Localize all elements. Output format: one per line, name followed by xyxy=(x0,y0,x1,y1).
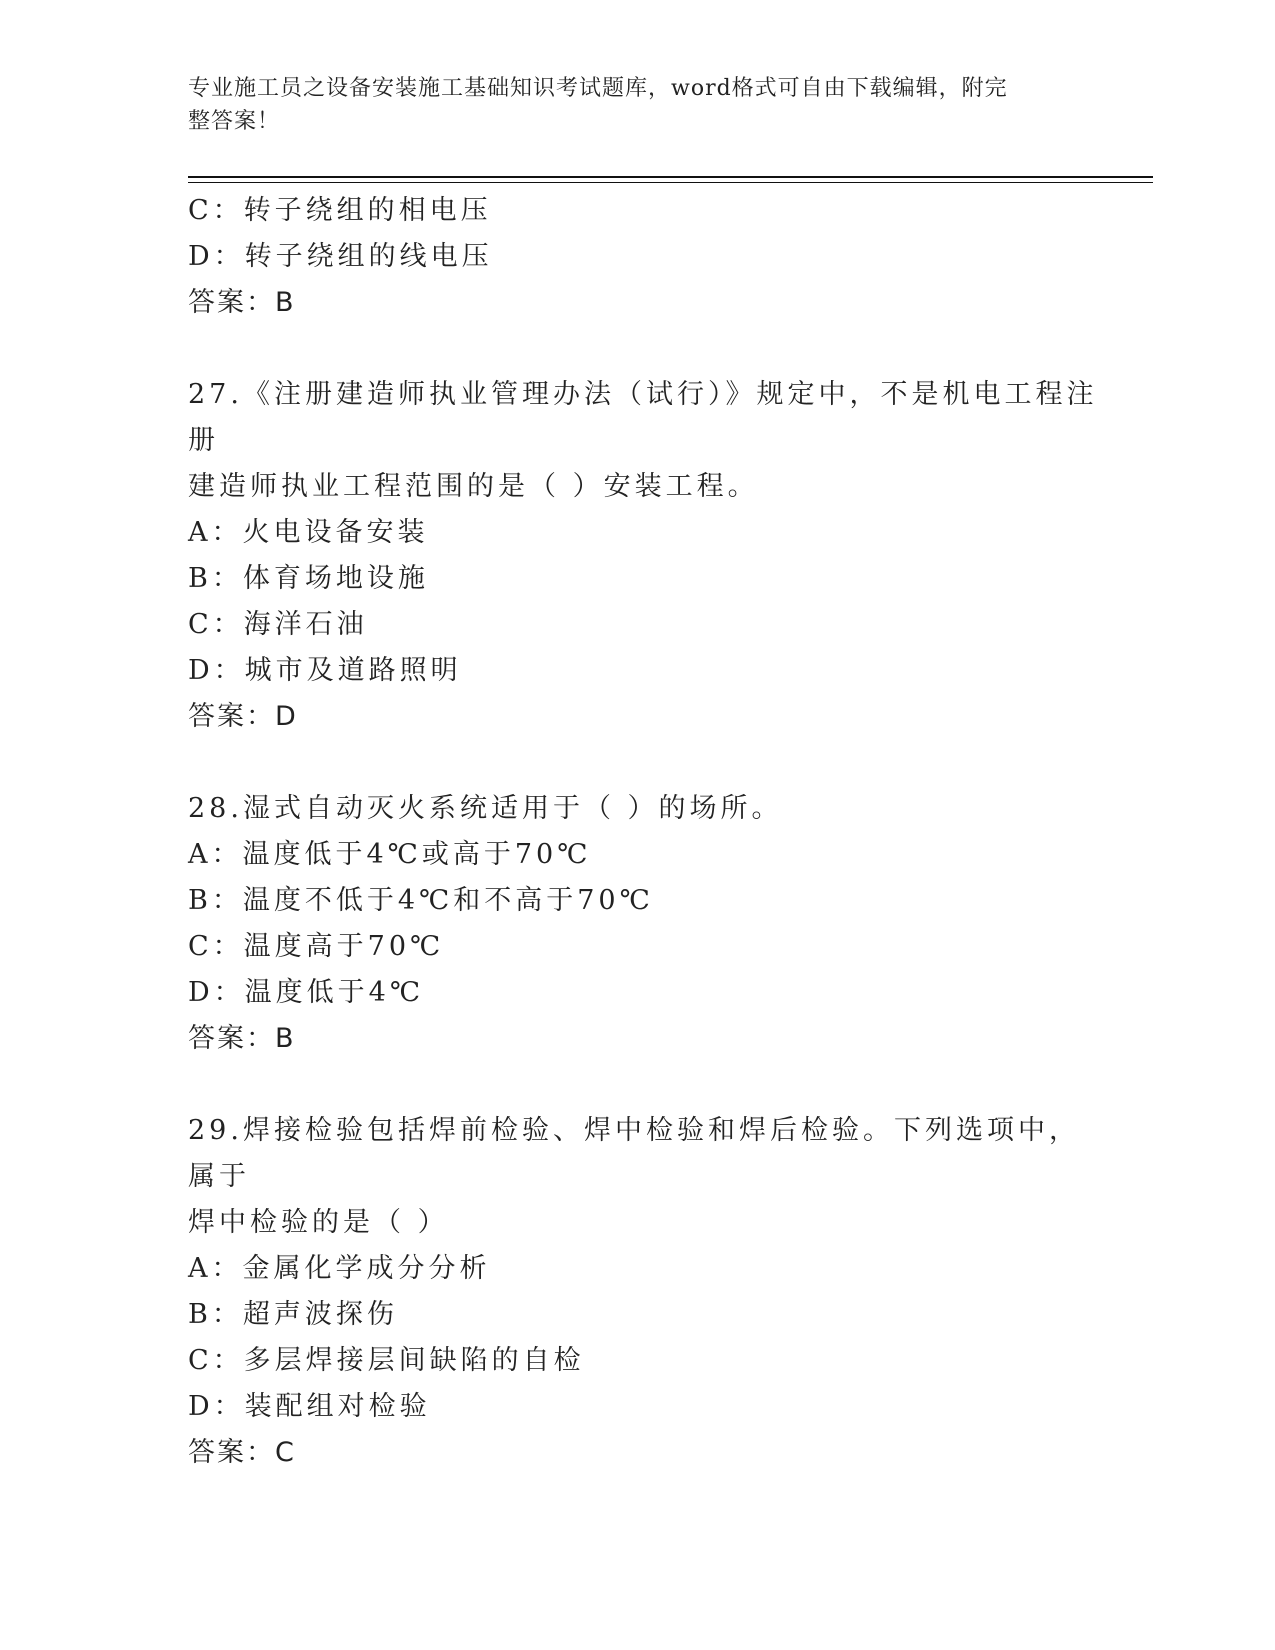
option-d: D：温度低于4℃ xyxy=(188,977,425,1008)
option-c: C：海洋石油 xyxy=(188,609,368,640)
question-block-28 xyxy=(188,786,1108,1062)
question-stem: 建造师执业工程范围的是（ ）安装工程。 xyxy=(188,471,759,502)
option-b: B：超声波探伤 xyxy=(188,1299,398,1330)
option-a: A：温度低于4℃或高于70℃ xyxy=(188,839,592,870)
spacer xyxy=(188,326,1108,372)
page-header xyxy=(188,72,1068,138)
header-divider-thin xyxy=(188,182,1153,183)
option-d: D：装配组对检验 xyxy=(188,1391,431,1422)
spacer xyxy=(188,740,1108,786)
option-c: C：温度高于70℃ xyxy=(188,931,445,962)
spacer xyxy=(188,1062,1108,1108)
option-b: B：体育场地设施 xyxy=(188,563,429,594)
question-stem: 焊中检验的是（ ） xyxy=(188,1207,449,1238)
question-stem: 28.湿式自动灭火系统适用于（ ）的场所。 xyxy=(188,793,783,824)
option-c: C：多层焊接层间缺陷的自检 xyxy=(188,1345,585,1376)
question-stem: 29.焊接检验包括焊前检验、焊中检验和焊后检验。下列选项中，属于 xyxy=(188,1115,1080,1192)
option-b: B：温度不低于4℃和不高于70℃ xyxy=(188,885,654,916)
option-c: C：转子绕组的相电压 xyxy=(188,195,492,226)
option-d: D：城市及道路照明 xyxy=(188,655,462,686)
option-a: A：火电设备安装 xyxy=(188,517,429,548)
answer-text: 答案：B xyxy=(188,287,296,318)
header-line: 整答案！ xyxy=(188,109,281,134)
header-line: 专业施工员之设备安装施工基础知识考试题库，word格式可自由下载编辑，附完 xyxy=(188,76,1008,101)
question-block-29 xyxy=(188,1108,1108,1476)
answer-text: 答案：D xyxy=(188,701,298,732)
answer-text: 答案：C xyxy=(188,1437,296,1468)
question-block-26-continued xyxy=(188,188,1108,326)
option-d: D：转子绕组的线电压 xyxy=(188,241,493,272)
option-a: A：金属化学成分分析 xyxy=(188,1253,491,1284)
header-divider xyxy=(188,176,1153,178)
question-block-27 xyxy=(188,372,1108,740)
question-stem: 27.《注册建造师执业管理办法（试行）》规定中，不是机电工程注册 xyxy=(188,379,1098,456)
question-list xyxy=(188,188,1108,1476)
answer-text: 答案：B xyxy=(188,1023,296,1054)
